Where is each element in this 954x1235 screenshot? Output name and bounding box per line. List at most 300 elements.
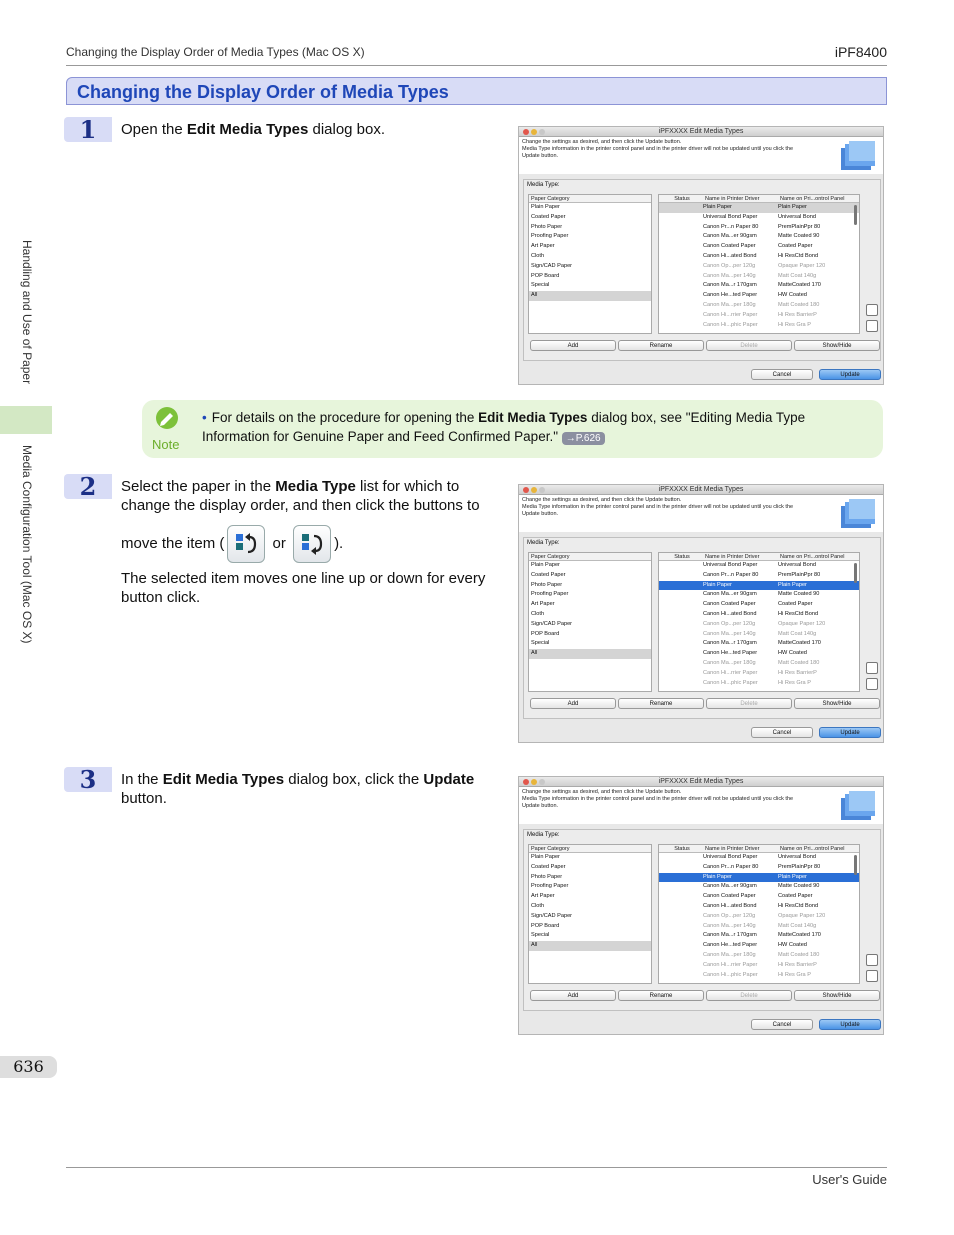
window-minimize-icon[interactable] bbox=[531, 487, 537, 493]
row-status bbox=[659, 262, 701, 272]
row-status bbox=[659, 272, 701, 282]
paper-category-item[interactable]: Coated Paper bbox=[531, 213, 566, 220]
row-status bbox=[659, 882, 701, 892]
paper-category-item[interactable]: Photo Paper bbox=[531, 873, 563, 880]
media-type-row[interactable] bbox=[659, 669, 859, 679]
column-panel-name[interactable]: Name on Pri...ontrol Panel bbox=[780, 196, 845, 202]
row-panel-name: Plain Paper bbox=[778, 873, 807, 880]
note-text-post: dialog box, see "Editing Media Type Information for Genuine Paper and Feed Confirmed Paper." bbox=[202, 410, 806, 444]
row-panel-name: Hi Res BarrierP bbox=[778, 669, 817, 676]
media-type-row[interactable] bbox=[659, 281, 859, 291]
paper-category-item[interactable]: Art Paper bbox=[531, 893, 555, 900]
row-status bbox=[659, 223, 701, 233]
media-type-row[interactable] bbox=[659, 853, 859, 863]
update-button[interactable]: Update bbox=[819, 369, 881, 380]
row-driver-name: Canon Coated Paper bbox=[703, 243, 756, 250]
paper-category-item[interactable]: Special bbox=[531, 282, 550, 289]
row-panel-name: Matte Coated 90 bbox=[778, 591, 820, 598]
note-box bbox=[142, 400, 883, 458]
dialog-title: iPFXXXX Edit Media Types bbox=[658, 486, 744, 493]
delete-button[interactable]: Delete bbox=[706, 698, 792, 709]
step-2-text bbox=[121, 477, 503, 607]
row-status bbox=[659, 571, 701, 581]
row-panel-name: PremPlainPpr 80 bbox=[778, 223, 821, 230]
media-type-row[interactable] bbox=[659, 892, 859, 902]
row-status bbox=[659, 213, 701, 223]
step-3-text-post: button. bbox=[121, 790, 167, 807]
step-3-text-pre: In the bbox=[121, 771, 163, 788]
note-pencil-icon bbox=[152, 406, 182, 430]
rename-button[interactable]: Rename bbox=[618, 340, 704, 351]
move-down-button[interactable] bbox=[866, 970, 878, 982]
row-panel-name: PremPlainPpr 80 bbox=[778, 571, 821, 578]
row-panel-name: Matt Coated 180 bbox=[778, 301, 820, 308]
row-panel-name: Hi ResCtd Bond bbox=[778, 610, 819, 617]
column-panel-name[interactable]: Name on Pri...ontrol Panel bbox=[780, 846, 845, 852]
row-driver-name: Canon Hi...ated Bond bbox=[703, 902, 757, 909]
media-type-row[interactable] bbox=[659, 561, 859, 571]
page-reference-link[interactable]: →P.626 bbox=[562, 432, 605, 445]
cancel-button[interactable]: Cancel bbox=[751, 369, 813, 380]
paper-category-item[interactable]: Sign/CAD Paper bbox=[531, 912, 573, 919]
row-status bbox=[659, 232, 701, 242]
row-status bbox=[659, 252, 701, 262]
side-tab-media-config-tool[interactable]: Media Configuration Tool (Mac OS X) bbox=[20, 445, 34, 644]
row-driver-name: Canon Hi...rrier Paper bbox=[703, 961, 758, 968]
column-status[interactable]: Status bbox=[674, 846, 690, 852]
show-hide-button[interactable]: Show/Hide bbox=[794, 340, 880, 351]
media-type-row[interactable] bbox=[659, 252, 859, 262]
dialog-screenshot-3 bbox=[518, 776, 884, 1035]
paper-category-item[interactable]: Proofing Paper bbox=[531, 233, 569, 240]
column-status[interactable]: Status bbox=[674, 196, 690, 202]
row-panel-name: Hi Res BarrierP bbox=[778, 961, 817, 968]
row-panel-name: Opaque Paper 120 bbox=[778, 912, 826, 919]
column-driver-name[interactable]: Name in Printer Driver bbox=[705, 846, 760, 852]
row-driver-name: Canon Ma...r 170gsm bbox=[703, 282, 757, 289]
row-panel-name: Matt Coat 140g bbox=[778, 272, 817, 279]
row-driver-name: Canon Ma...r 170gsm bbox=[703, 932, 757, 939]
media-type-row[interactable] bbox=[659, 590, 859, 600]
row-panel-name: Matt Coated 180 bbox=[778, 659, 820, 666]
add-button[interactable]: Add bbox=[530, 698, 616, 709]
window-zoom-icon[interactable] bbox=[539, 129, 545, 135]
row-driver-name: Canon Ma...per 140g bbox=[703, 630, 756, 637]
row-status bbox=[659, 659, 701, 669]
row-driver-name: Canon Ma...er 90gsm bbox=[703, 591, 757, 598]
delete-button[interactable]: Delete bbox=[706, 340, 792, 351]
row-driver-name: Canon Hi...ated Bond bbox=[703, 252, 757, 259]
paper-category-item[interactable]: Art Paper bbox=[531, 243, 555, 250]
row-driver-name: Canon Pr...n Paper 80 bbox=[703, 571, 759, 578]
paper-category-item[interactable]: Special bbox=[531, 640, 550, 647]
row-status bbox=[659, 242, 701, 252]
row-panel-name: Universal Bond bbox=[778, 562, 816, 568]
row-status bbox=[659, 610, 701, 620]
step-2-move-post: ). bbox=[334, 535, 344, 552]
step-3-text bbox=[121, 770, 503, 808]
note-bullet-icon: • bbox=[202, 410, 207, 425]
row-status bbox=[659, 581, 701, 591]
row-status bbox=[659, 922, 701, 932]
row-panel-name: Hi ResCtd Bond bbox=[778, 902, 819, 909]
row-status bbox=[659, 971, 701, 981]
media-type-row[interactable] bbox=[659, 272, 859, 282]
media-type-row[interactable] bbox=[659, 301, 859, 311]
dialog-info-panel bbox=[519, 137, 883, 174]
row-driver-name: Canon Ma...r 170gsm bbox=[703, 640, 757, 647]
row-driver-name: Canon He...ted Paper bbox=[703, 650, 758, 657]
media-type-row[interactable] bbox=[659, 639, 859, 649]
row-driver-name: Canon Hi...phic Paper bbox=[703, 679, 758, 686]
media-type-group bbox=[523, 537, 881, 719]
row-panel-name: Matt Coated 180 bbox=[778, 951, 820, 958]
row-driver-name: Plain Paper bbox=[703, 204, 732, 210]
paper-category-header[interactable]: Paper Category bbox=[529, 195, 651, 203]
row-panel-name: Universal Bond bbox=[778, 213, 816, 220]
paper-category-item[interactable]: Cloth bbox=[531, 252, 545, 259]
paper-category-item[interactable]: Cloth bbox=[531, 610, 545, 617]
paper-category-item[interactable]: All bbox=[529, 941, 651, 951]
media-type-list-header bbox=[659, 845, 859, 853]
media-type-label: Media Type: bbox=[527, 540, 560, 546]
row-driver-name: Canon Ma...per 180g bbox=[703, 301, 756, 308]
window-zoom-icon[interactable] bbox=[539, 487, 545, 493]
step-number-1: 1 bbox=[64, 117, 112, 142]
footer-divider bbox=[66, 1167, 887, 1168]
media-type-row[interactable] bbox=[659, 679, 859, 689]
window-close-icon[interactable] bbox=[523, 129, 529, 135]
row-panel-name: Coated Paper bbox=[778, 243, 813, 250]
row-driver-name: Canon Ma...er 90gsm bbox=[703, 233, 757, 240]
row-driver-name: Canon Hi...phic Paper bbox=[703, 971, 758, 978]
row-status bbox=[659, 912, 701, 922]
paper-category-list[interactable] bbox=[528, 844, 652, 984]
row-driver-name: Canon Hi...rrier Paper bbox=[703, 669, 758, 676]
media-type-row[interactable] bbox=[659, 961, 859, 971]
row-driver-name: Universal Bond Paper bbox=[703, 213, 758, 220]
media-type-row[interactable] bbox=[659, 941, 859, 951]
paper-category-item[interactable]: Photo Paper bbox=[531, 581, 563, 588]
section-title bbox=[66, 77, 887, 105]
media-type-list-header bbox=[659, 195, 859, 203]
media-type-row[interactable] bbox=[659, 242, 859, 252]
row-panel-name: Hi ResCtd Bond bbox=[778, 252, 819, 259]
row-panel-name: HW Coated bbox=[778, 942, 807, 949]
row-status bbox=[659, 951, 701, 961]
media-type-row[interactable] bbox=[659, 882, 859, 892]
list-scrollbar[interactable] bbox=[854, 855, 857, 875]
row-panel-name: MatteCoated 170 bbox=[778, 282, 821, 289]
rename-button[interactable]: Rename bbox=[618, 698, 704, 709]
media-type-row[interactable] bbox=[659, 931, 859, 941]
step-2-text-bold: Media Type bbox=[275, 478, 356, 495]
note-label: Note bbox=[152, 437, 180, 452]
window-minimize-icon[interactable] bbox=[531, 129, 537, 135]
move-up-button-icon bbox=[227, 525, 265, 563]
media-type-row[interactable] bbox=[659, 311, 859, 321]
row-status bbox=[659, 561, 701, 571]
row-driver-name: Canon He...ted Paper bbox=[703, 292, 758, 299]
paper-category-item[interactable]: Sign/CAD Paper bbox=[531, 262, 573, 269]
row-panel-name: Hi Res Gra P bbox=[778, 971, 811, 978]
move-down-button-icon bbox=[293, 525, 331, 563]
row-panel-name: Hi Res Gra P bbox=[778, 679, 811, 686]
paper-category-item[interactable]: Cloth bbox=[531, 902, 545, 909]
row-panel-name: Coated Paper bbox=[778, 893, 813, 900]
note-text bbox=[202, 408, 872, 446]
column-driver-name[interactable]: Name in Printer Driver bbox=[705, 554, 760, 560]
row-panel-name: PremPlainPpr 80 bbox=[778, 863, 821, 870]
show-hide-button[interactable]: Show/Hide bbox=[794, 990, 880, 1001]
row-driver-name: Universal Bond Paper bbox=[703, 562, 758, 568]
step-2-move-line bbox=[121, 521, 503, 567]
media-type-row[interactable] bbox=[659, 213, 859, 223]
row-status bbox=[659, 931, 701, 941]
row-status bbox=[659, 679, 701, 689]
row-driver-name: Canon Hi...rrier Paper bbox=[703, 311, 758, 318]
dialog-screenshot-1 bbox=[518, 126, 884, 385]
row-panel-name: HW Coated bbox=[778, 292, 807, 299]
step-1-text-post: dialog box. bbox=[308, 121, 386, 138]
row-driver-name: Universal Bond Paper bbox=[703, 854, 758, 860]
row-panel-name: Plain Paper bbox=[778, 581, 807, 588]
step-2-move-or: or bbox=[268, 535, 291, 552]
row-driver-name: Plain Paper bbox=[703, 873, 732, 880]
paper-category-item[interactable]: Coated Paper bbox=[531, 863, 566, 870]
row-panel-name: Universal Bond bbox=[778, 854, 816, 860]
window-minimize-icon[interactable] bbox=[531, 779, 537, 785]
move-up-button[interactable] bbox=[866, 304, 878, 316]
rename-button[interactable]: Rename bbox=[618, 990, 704, 1001]
paper-category-item[interactable]: All bbox=[529, 291, 651, 301]
dialog-info-text: Change the settings as desired, and then click the Update button. Media Type information in the printer control panel and in the printer driver will not be updated until you click the Update button. bbox=[522, 497, 794, 517]
row-panel-name: Opaque Paper 120 bbox=[778, 262, 826, 269]
row-driver-name: Canon Hi...phic Paper bbox=[703, 321, 758, 328]
row-status bbox=[659, 321, 701, 331]
list-action-buttons bbox=[528, 990, 878, 1002]
media-type-row[interactable] bbox=[659, 863, 859, 873]
paper-category-item[interactable]: Plain Paper bbox=[531, 204, 560, 210]
row-status bbox=[659, 649, 701, 659]
note-text-bold: Edit Media Types bbox=[478, 410, 588, 425]
step-1-text-pre: Open the bbox=[121, 121, 187, 138]
media-type-row[interactable] bbox=[659, 610, 859, 620]
delete-button[interactable]: Delete bbox=[706, 990, 792, 1001]
update-button[interactable]: Update bbox=[819, 727, 881, 738]
dialog-info-text: Change the settings as desired, and then click the Update button. Media Type information in the printer control panel and in the printer driver will not be updated until you click the Update button. bbox=[522, 139, 794, 159]
row-status bbox=[659, 669, 701, 679]
row-status bbox=[659, 863, 701, 873]
row-driver-name: Canon Ma...per 140g bbox=[703, 922, 756, 929]
cancel-button[interactable]: Cancel bbox=[751, 1019, 813, 1030]
row-status bbox=[659, 301, 701, 311]
list-scrollbar[interactable] bbox=[854, 205, 857, 225]
side-tab-active-marker bbox=[0, 406, 52, 434]
media-type-row[interactable] bbox=[659, 630, 859, 640]
row-driver-name: Canon Ma...per 140g bbox=[703, 272, 756, 279]
row-status bbox=[659, 853, 701, 863]
media-type-row[interactable] bbox=[659, 922, 859, 932]
add-button[interactable]: Add bbox=[530, 990, 616, 1001]
step-3-text-bold2: Update bbox=[423, 771, 475, 788]
row-status bbox=[659, 600, 701, 610]
row-status bbox=[659, 311, 701, 321]
row-status bbox=[659, 873, 701, 883]
media-type-list[interactable] bbox=[658, 552, 860, 692]
row-status bbox=[659, 639, 701, 649]
row-driver-name: Canon Pr...n Paper 80 bbox=[703, 223, 759, 230]
media-type-row[interactable] bbox=[659, 971, 859, 981]
paper-category-item[interactable]: POP Board bbox=[531, 272, 560, 279]
row-status bbox=[659, 590, 701, 600]
row-panel-name: Plain Paper bbox=[778, 204, 807, 210]
step-2-extra: The selected item moves one line up or down for every button click. bbox=[121, 570, 486, 606]
running-header-title: Changing the Display Order of Media Types (Mac OS X) bbox=[66, 45, 365, 59]
paper-stack-icon bbox=[837, 790, 877, 822]
row-status bbox=[659, 281, 701, 291]
media-type-list[interactable] bbox=[658, 844, 860, 984]
row-status bbox=[659, 203, 701, 213]
window-close-icon[interactable] bbox=[523, 779, 529, 785]
row-panel-name: Matt Coat 140g bbox=[778, 922, 817, 929]
update-button[interactable]: Update bbox=[819, 1019, 881, 1030]
paper-stack-icon bbox=[837, 498, 877, 530]
paper-category-item[interactable]: All bbox=[529, 649, 651, 659]
step-3-text-bold: Edit Media Types bbox=[162, 771, 285, 788]
media-type-label: Media Type: bbox=[527, 832, 560, 838]
row-driver-name: Canon Op...per 120g bbox=[703, 262, 756, 269]
media-type-row[interactable] bbox=[659, 223, 859, 233]
row-driver-name: Canon Ma...er 90gsm bbox=[703, 883, 757, 890]
paper-category-list[interactable] bbox=[528, 194, 652, 334]
side-tab-handling-paper[interactable]: Handling and Use of Paper bbox=[20, 240, 34, 385]
row-status bbox=[659, 902, 701, 912]
media-type-row[interactable] bbox=[659, 262, 859, 272]
step-3-text-mid: dialog box, click the bbox=[284, 771, 424, 788]
list-action-buttons bbox=[528, 698, 878, 710]
media-type-row[interactable] bbox=[659, 203, 859, 213]
media-type-list-header bbox=[659, 553, 859, 561]
row-panel-name: Hi Res BarrierP bbox=[778, 311, 817, 318]
step-2-text-post: list for which to change the display order, and then click the buttons to bbox=[121, 478, 480, 514]
header-divider bbox=[66, 65, 887, 66]
step-2-move-pre: move the item ( bbox=[121, 535, 225, 552]
row-panel-name: Matte Coated 90 bbox=[778, 883, 820, 890]
media-type-row[interactable] bbox=[659, 902, 859, 912]
dialog-title: iPFXXXX Edit Media Types bbox=[658, 778, 744, 785]
cancel-button[interactable]: Cancel bbox=[751, 727, 813, 738]
step-2-text-pre: Select the paper in the bbox=[121, 478, 276, 495]
dialog-info-text: Change the settings as desired, and then click the Update button. Media Type information in the printer control panel and in the printer driver will not be updated until you click the Update button. bbox=[522, 789, 794, 809]
paper-category-item[interactable]: Special bbox=[531, 932, 550, 939]
media-type-row[interactable] bbox=[659, 649, 859, 659]
column-panel-name[interactable]: Name on Pri...ontrol Panel bbox=[780, 554, 845, 560]
row-status bbox=[659, 630, 701, 640]
dialog-title: iPFXXXX Edit Media Types bbox=[658, 128, 744, 135]
media-type-row[interactable] bbox=[659, 912, 859, 922]
paper-stack-icon bbox=[837, 140, 877, 172]
media-type-row[interactable] bbox=[659, 581, 859, 591]
row-driver-name: Canon Op...per 120g bbox=[703, 620, 756, 627]
move-down-button[interactable] bbox=[866, 678, 878, 690]
paper-category-item[interactable]: Sign/CAD Paper bbox=[531, 620, 573, 627]
media-type-row[interactable] bbox=[659, 291, 859, 301]
row-driver-name: Canon Hi...ated Bond bbox=[703, 610, 757, 617]
move-up-button[interactable] bbox=[866, 954, 878, 966]
paper-category-header[interactable]: Paper Category bbox=[529, 553, 651, 561]
media-type-row[interactable] bbox=[659, 232, 859, 242]
paper-category-item[interactable]: POP Board bbox=[531, 630, 560, 637]
step-number-2: 2 bbox=[64, 474, 112, 499]
column-status[interactable]: Status bbox=[674, 554, 690, 560]
paper-category-item[interactable]: Proofing Paper bbox=[531, 883, 569, 890]
media-type-label: Media Type: bbox=[527, 182, 560, 188]
media-type-list[interactable] bbox=[658, 194, 860, 334]
media-type-row[interactable] bbox=[659, 620, 859, 630]
paper-category-item[interactable]: Art Paper bbox=[531, 601, 555, 608]
row-panel-name: MatteCoated 170 bbox=[778, 932, 821, 939]
row-driver-name: Canon Ma...per 180g bbox=[703, 659, 756, 666]
media-type-row[interactable] bbox=[659, 873, 859, 883]
dialog-title-bar[interactable] bbox=[519, 485, 883, 495]
row-panel-name: HW Coated bbox=[778, 650, 807, 657]
media-type-row[interactable] bbox=[659, 571, 859, 581]
row-panel-name: Hi Res Gra P bbox=[778, 321, 811, 328]
media-type-row[interactable] bbox=[659, 321, 859, 331]
row-driver-name: Canon Op...per 120g bbox=[703, 912, 756, 919]
window-zoom-icon[interactable] bbox=[539, 779, 545, 785]
paper-category-item[interactable]: Proofing Paper bbox=[531, 591, 569, 598]
paper-category-item[interactable]: Plain Paper bbox=[531, 562, 560, 568]
step-1-text bbox=[121, 120, 503, 139]
dialog-title-bar[interactable] bbox=[519, 777, 883, 787]
section-title-text: Changing the Display Order of Media Types bbox=[77, 82, 449, 102]
row-status bbox=[659, 620, 701, 630]
window-close-icon[interactable] bbox=[523, 487, 529, 493]
paper-category-header[interactable]: Paper Category bbox=[529, 845, 651, 853]
row-driver-name: Canon He...ted Paper bbox=[703, 942, 758, 949]
move-down-button[interactable] bbox=[866, 320, 878, 332]
move-up-button[interactable] bbox=[866, 662, 878, 674]
media-type-row[interactable] bbox=[659, 600, 859, 610]
show-hide-button[interactable]: Show/Hide bbox=[794, 698, 880, 709]
paper-category-item[interactable]: Coated Paper bbox=[531, 571, 566, 578]
row-panel-name: Matt Coat 140g bbox=[778, 630, 817, 637]
note-text-pre: For details on the procedure for opening the bbox=[211, 410, 479, 425]
media-type-row[interactable] bbox=[659, 659, 859, 669]
footer-guide-label: User's Guide bbox=[812, 1172, 887, 1187]
dialog-info-panel bbox=[519, 787, 883, 824]
add-button[interactable]: Add bbox=[530, 340, 616, 351]
row-driver-name: Plain Paper bbox=[703, 581, 732, 588]
media-type-group bbox=[523, 829, 881, 1011]
list-scrollbar[interactable] bbox=[854, 563, 857, 583]
row-driver-name: Canon Coated Paper bbox=[703, 601, 756, 608]
row-status bbox=[659, 291, 701, 301]
paper-category-list[interactable] bbox=[528, 552, 652, 692]
row-panel-name: MatteCoated 170 bbox=[778, 640, 821, 647]
column-driver-name[interactable]: Name in Printer Driver bbox=[705, 196, 760, 202]
media-type-row[interactable] bbox=[659, 951, 859, 961]
paper-category-item[interactable]: Photo Paper bbox=[531, 223, 563, 230]
running-header-model: iPF8400 bbox=[834, 44, 887, 60]
dialog-title-bar[interactable] bbox=[519, 127, 883, 137]
paper-category-item[interactable]: Plain Paper bbox=[531, 854, 560, 860]
paper-category-item[interactable]: POP Board bbox=[531, 922, 560, 929]
row-driver-name: Canon Pr...n Paper 80 bbox=[703, 863, 759, 870]
row-status bbox=[659, 892, 701, 902]
